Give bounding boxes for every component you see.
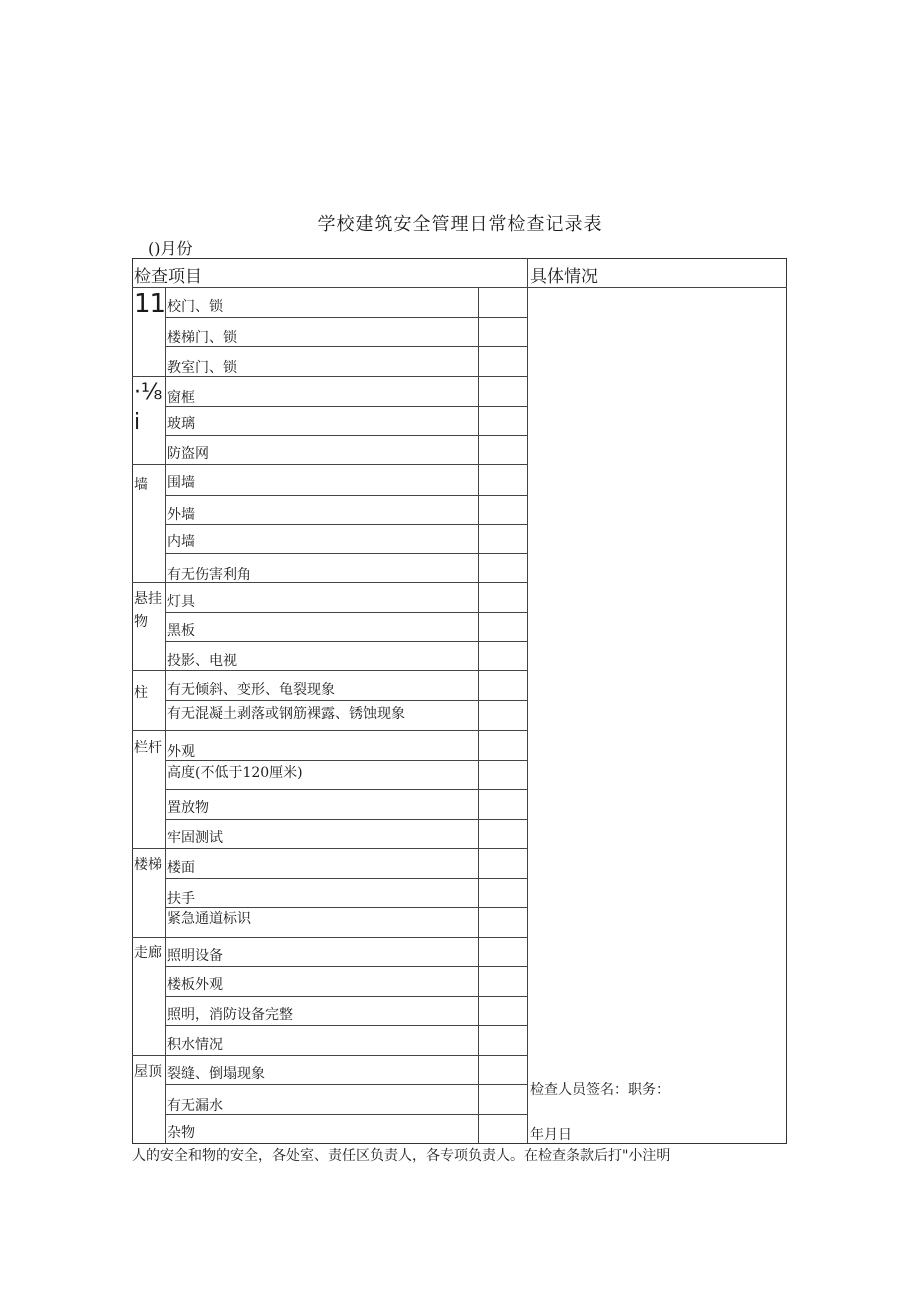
row-item: 照明，消防设备完整 (167, 1007, 293, 1023)
row-item: 楼面 (167, 860, 195, 876)
row-rule (165, 966, 527, 967)
row-rule (165, 700, 527, 701)
category-column-rule (165, 287, 166, 1143)
row-item: 有无伤害利角 (167, 567, 251, 583)
date-line: 年月日 (530, 1127, 572, 1143)
row-item: 围墙 (167, 475, 195, 491)
row-item: 防盗网 (167, 446, 209, 462)
header-details: 具体情况 (530, 267, 598, 287)
row-item: 楼梯门、锁 (167, 330, 237, 346)
category-hanging-label-2: 物 (134, 614, 148, 630)
row-rule (165, 495, 527, 496)
row-item: 有无倾斜、变形、龟裂现象 (167, 682, 335, 698)
category-column-label: 柱 (134, 685, 148, 701)
row-rule (165, 1055, 527, 1056)
row-rule (165, 464, 527, 465)
row-rule (165, 730, 527, 731)
row-item: 高度(不低于120厘米) (167, 765, 303, 781)
row-rule (165, 996, 527, 997)
row-rule (165, 435, 527, 436)
category-doors-label: 11 (134, 289, 166, 319)
category-rule (132, 464, 165, 465)
signature-line: 检查人员签名：职务： (530, 1082, 670, 1098)
row-rule (165, 937, 527, 938)
row-item: 扶手 (167, 891, 195, 907)
row-item: 牢固测试 (167, 830, 223, 846)
details-column-rule (527, 258, 528, 1143)
category-windows-label-2: i (134, 410, 141, 435)
row-rule (165, 848, 527, 849)
row-rule (165, 1084, 527, 1085)
row-rule (165, 819, 527, 820)
category-rule (132, 937, 165, 938)
row-item: 杂物 (167, 1125, 195, 1141)
category-rule (132, 670, 165, 671)
row-item: 校门、锁 (167, 299, 223, 315)
row-item: 裂缝、倒塌现象 (167, 1066, 265, 1082)
row-item: 有无漏水 (167, 1098, 223, 1114)
month-label: ()月份 (148, 239, 193, 258)
category-wall-label: 墙 (134, 477, 148, 493)
row-item: 积水情况 (167, 1037, 223, 1053)
row-rule (165, 1025, 527, 1026)
row-item: 照明设备 (167, 948, 223, 964)
footer-note: 人的安全和物的安全，各处室、责任区负责人，各专项负责人。在检查条款后打"小注明 (132, 1148, 671, 1164)
row-item: 投影、电视 (167, 653, 237, 669)
category-rule (132, 582, 165, 583)
category-rule (132, 730, 165, 731)
row-rule (165, 878, 527, 879)
category-hanging-label: 悬挂 (134, 591, 162, 607)
row-item: 教室门、锁 (167, 360, 237, 376)
row-item: 灯具 (167, 594, 195, 610)
category-rule (132, 848, 165, 849)
page-title: 学校建筑安全管理日常检查记录表 (317, 214, 603, 235)
row-item: 黑板 (167, 623, 195, 639)
row-rule (165, 553, 527, 554)
category-stairs-label: 楼梯 (134, 857, 162, 873)
row-item: 外观 (167, 744, 195, 760)
row-rule (165, 406, 527, 407)
row-rule (165, 641, 527, 642)
row-rule (165, 789, 527, 790)
category-roof-label: 屋顶 (134, 1064, 162, 1080)
category-rule (132, 376, 165, 377)
check-column-rule (478, 287, 479, 1143)
row-rule (165, 317, 527, 318)
row-item: 楼板外观 (167, 977, 223, 993)
row-item: 有无混凝土剥落或钢筋裸露、锈蚀现象 (167, 706, 405, 722)
row-item: 内墙 (167, 534, 195, 550)
row-item: 外墙 (167, 507, 195, 523)
row-rule (165, 524, 527, 525)
header-check-item: 检查项目 (134, 267, 202, 287)
row-item: 置放物 (167, 800, 209, 816)
row-rule (165, 760, 527, 761)
category-windows-label: ·⅛ (134, 380, 163, 405)
row-rule (165, 670, 527, 671)
category-corridor-label: 走廊 (134, 945, 162, 961)
header-rule (132, 287, 787, 288)
category-rule (132, 1055, 165, 1056)
row-rule (165, 612, 527, 613)
category-railing-label: 栏杆 (134, 740, 162, 756)
row-item: 玻璃 (167, 416, 195, 432)
row-item: 窗框 (167, 390, 195, 406)
row-item: 紧急通道标识 (167, 911, 251, 927)
